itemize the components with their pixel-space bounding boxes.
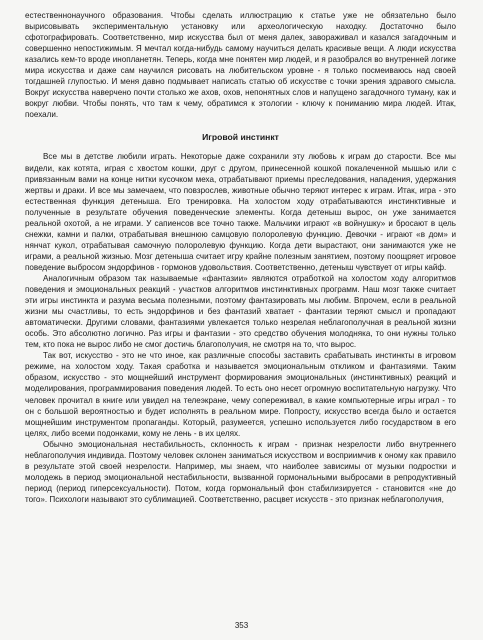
page-number: 353 — [234, 621, 249, 630]
paragraph-3: Так вот, искусство - это не что иное, как различные способы заставить срабатывать инстинкты в игровом режиме, на холостом ходу. Такая сработка и называется эмоциональным откликом и фантазиями. Таким образом, искусство - это мощнейший инструмент формирования эмоциональных (инстинктивных) реакций и моделирования, программирования поведения людей. То есть оно несет огромную воспитательную нагрузку. Что человек прочитал в книге или увидел на телеэкране, чему сопереживал, в какие компьютерные игры играл - то он с большой вероятностью и будет исполнять в реальном мире. Попросту, искусство всегда было и остается мощнейшим инструментом пропаганды. Который, разумеется, успешно используется либо государством в его целях, либо всеми подонками, кому не лень - в их целях. — [25, 351, 456, 438]
paragraph-4: Обычно эмоциональная нестабильность, склонность к играм - признак незрелости либо внутреннего неблагополучия индивида. Поэтому человек склонен заниматься искусством и восприимчив к оному как правило в результате этой своей незрелости. Например, мы знаем, что наиболее зависимы от музыки подростки и молодежь в период эмоциональной нестабильности, вызванной гормональными выбросами в репродуктивный период (период гиперсексуальности). Потом, когда гормональный фон стабилизируется - становится «не до того». Психологи называют это сублимацией. Соответственно, расцвет искусств - это признак неблагополучия, — [25, 439, 456, 504]
paragraph-1: Все мы в детстве любили играть. Некоторые даже сохранили эту любовь к играм до старости. Все мы видели, как котята, играя с хвостом кошки, друг с другом, принесенной кошкой покалеченной мышью или с привязанным вами на конце нитки кусочком меха, отрабатывают приемы преследования, нападения, удержания жертвы и драки. И все мы замечаем, что повзрослев, животные обычно теряют интерес к играм. Итак, игра - это естественная функция детеныша. Его тренировка. На холостом ходу отрабатываются инстинктивные и полученные в результате обучения поведенческие элементы. Когда детеныш вырос, он уже занимается реальной охотой, а не играми. У сапиенсов все точно также. Мальчики играют «в войнушку» и бросают в цель снежки, камни и палки, отрабатывая внешнюю самцовую полоролевую функцию. Девочки - играют «в дом» и нянчат кукол, отрабатывая самочную полоролевую функцию. Когда дети вырастают, они занимаются уже не играми, а реальной жизнью. Мозг детеныша считает игру крайне полезным занятием, поэтому поощряет игровое поведение выбросом эндорфинов - гормонов удовольствия. Соответственно, детеныш чувствует от игры кайф. — [25, 152, 456, 272]
intro-paragraph: естественнонаучного образования. Чтобы сделать иллюстрацию к статье уже не обязательно было вырисовывать экспериментальную установку или археологическую находку. Достаточно было сфотографировать. Соответственно, мир искусства был от меня далек, завораживал и казался загадочным и совершенно непостижимым. Я мечтал когда-нибудь самому научиться делать красивые вещи. А люди искусства казались кем-то вроде инопланетян. Теперь, когда мне понятен мир людей, и я разобрался во внутренней логике мира искусства и даже сам научился рисовать на любительском уровне - я только посмеиваюсь над своей тогдашней глупостью. И меня давно подмывает написать статью об искусстве с точки зрения здравого смысла. Вокруг искусства наверчено почти столько же ахов, охов, непонятных слов и напущено загадочного туману, как и вокруг любви. Чтобы понять, что там к чему, обратимся к этологии - ключу к пониманию мира людей. Итак, поехали. — [25, 11, 456, 120]
section-heading: Игровой инстинкт — [202, 132, 279, 143]
paragraph-2: Аналогичным образом так называемые «фантазии» являются отработкой на холостом ходу алгоритмов поведения и эмоциональных реакций - участков алгоритмов инстинктивных программ. Наш мозг также считает эти игры инстинкта и разума весьма полезными, поэтому фантазировать мы любим. Впрочем, если в реальной жизни мы счастливы, то есть эндорфинов и без фантазий хватает - фантазии теряют смысл и пропадают автоматически. Другими словами, фантазиями увлекается только незрелая неблагополучная в реальной жизни особь. Это абсолютно логично. Раз игры и фантазии - это средство обучения молодняка, то они нужны только тем, кто пока не вырос либо не смог достичь благополучия, не смотря на то, что вырос. — [25, 273, 456, 350]
